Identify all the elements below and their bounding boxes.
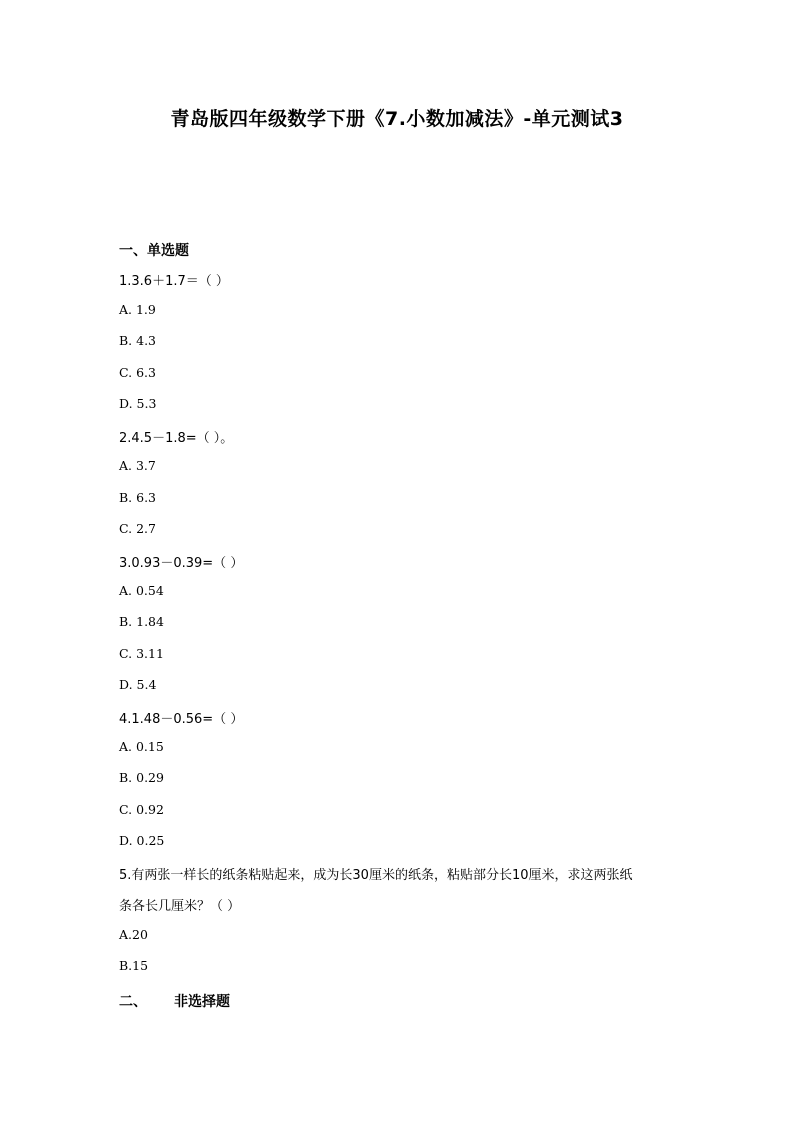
page-title: 青岛版四年级数学下册《7.小数加减法》-单元测试3: [170, 108, 624, 130]
question-3-option-d: D. 5.4: [119, 677, 157, 692]
question-2-option-c: C. 2.7: [119, 521, 156, 536]
question-3-option-a: A. 0.54: [119, 583, 164, 598]
question-5-option-a: A.20: [119, 927, 148, 942]
question-4-option-b: B. 0.29: [119, 770, 164, 785]
question-1-option-b: B. 4.3: [119, 333, 157, 348]
question-5-option-b: B.15: [119, 958, 149, 973]
question-3-option-b: B. 1.84: [119, 614, 164, 629]
section-heading-single-choice: 一、单选题: [119, 243, 189, 259]
question-2-option-b: B. 6.3: [119, 490, 157, 505]
question-4-option-c: C. 0.92: [119, 802, 164, 817]
question-5-stem-line-1: 5.有两张一样长的纸条粘贴起来，成为长30厘米的纸条，粘贴部分长10厘米，求这两张纸: [119, 868, 633, 883]
section-heading-non-choice-label: 非选择题: [174, 994, 230, 1010]
question-4-option-d: D. 0.25: [119, 833, 165, 848]
question-4-stem: 4.1.48－0.56=（ ）: [119, 712, 244, 727]
question-1-option-a: A. 1.9: [119, 302, 156, 317]
section-heading-non-choice-number: 二、: [119, 994, 147, 1010]
question-3-option-c: C. 3.11: [119, 646, 164, 661]
question-2-option-a: A. 3.7: [119, 458, 156, 473]
question-3-stem: 3.0.93－0.39=（ ）: [119, 556, 244, 571]
question-1-stem: 1.3.6＋1.7＝（ ）: [119, 274, 229, 289]
question-1-option-c: C. 6.3: [119, 365, 156, 380]
question-5-stem-line-2: 条各长几厘米？（ ）: [119, 899, 241, 914]
question-1-option-d: D. 5.3: [119, 396, 157, 411]
question-4-option-a: A. 0.15: [119, 739, 164, 754]
question-2-stem: 2.4.5－1.8=（ ）。: [119, 431, 234, 446]
